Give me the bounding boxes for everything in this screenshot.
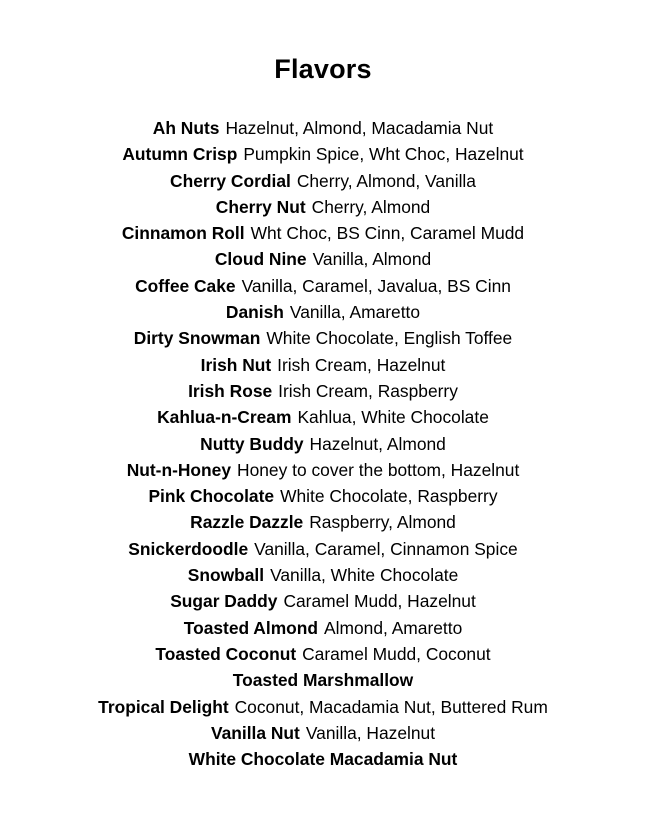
flavor-item <box>0 404 646 430</box>
flavor-ingredients: Irish Cream, Hazelnut <box>277 354 446 375</box>
flavor-name: Irish Nut <box>200 354 272 375</box>
flavor-item <box>0 352 646 378</box>
flavor-item <box>0 168 646 194</box>
flavor-item <box>0 483 646 509</box>
flavor-item <box>0 720 646 746</box>
flavor-name: Autumn Crisp <box>122 144 238 165</box>
flavor-item <box>0 378 646 404</box>
flavor-item <box>0 431 646 457</box>
flavor-ingredients: Pumpkin Spice, Wht Choc, Hazelnut <box>243 144 524 165</box>
flavor-name: White Chocolate Macadamia Nut <box>188 749 458 770</box>
flavor-name: Sugar Daddy <box>170 591 278 612</box>
flavor-ingredients: Vanilla, Caramel, Javalua, BS Cinn <box>241 275 511 296</box>
flavor-item <box>0 641 646 667</box>
flavor-ingredients: Caramel Mudd, Hazelnut <box>283 591 476 612</box>
flavor-name: Cinnamon Roll <box>121 223 245 244</box>
flavor-item <box>0 746 646 772</box>
flavor-name: Toasted Almond <box>183 617 319 638</box>
flavor-name: Snowball <box>187 565 265 586</box>
flavor-ingredients: Raspberry, Almond <box>309 512 456 533</box>
flavor-ingredients: Wht Choc, BS Cinn, Caramel Mudd <box>250 223 525 244</box>
flavor-name: Danish <box>225 302 284 323</box>
flavor-ingredients: Cherry, Almond, Vanilla <box>296 170 476 191</box>
flavor-item <box>0 457 646 483</box>
flavor-name: Cherry Cordial <box>170 170 291 191</box>
flavor-ingredients: Coconut, Macadamia Nut, Buttered Rum <box>234 696 548 717</box>
flavor-ingredients: Kahlua, White Chocolate <box>297 407 489 428</box>
flavor-item <box>0 141 646 167</box>
flavor-ingredients: Caramel Mudd, Coconut <box>302 643 491 664</box>
flavor-name: Cloud Nine <box>214 249 307 270</box>
flavor-item <box>0 509 646 535</box>
flavor-list <box>0 115 646 772</box>
flavor-item <box>0 273 646 299</box>
flavor-item <box>0 325 646 351</box>
flavor-item <box>0 588 646 614</box>
flavor-name: Nut-n-Honey <box>126 459 232 480</box>
flavor-item <box>0 299 646 325</box>
flavor-item <box>0 667 646 693</box>
flavor-ingredients: White Chocolate, Raspberry <box>280 486 498 507</box>
flavor-item <box>0 115 646 141</box>
flavor-name: Coffee Cake <box>135 275 236 296</box>
flavor-ingredients: Irish Cream, Raspberry <box>278 380 458 401</box>
flavor-name: Razzle Dazzle <box>190 512 304 533</box>
flavor-name: Kahlua-n-Cream <box>157 407 292 428</box>
flavor-name: Ah Nuts <box>152 118 220 138</box>
flavor-ingredients: Honey to cover the bottom, Hazelnut <box>237 459 520 480</box>
flavor-ingredients: Almond, Amaretto <box>324 617 463 638</box>
flavor-item <box>0 615 646 641</box>
flavor-name: Pink Chocolate <box>148 486 275 507</box>
flavor-name: Snickerdoodle <box>128 538 249 559</box>
flavor-ingredients: White Chocolate, English Toffee <box>266 328 513 349</box>
flavor-name: Vanilla Nut <box>210 722 300 743</box>
flavor-name: Nutty Buddy <box>200 433 304 454</box>
flavor-ingredients: Hazelnut, Almond, Macadamia Nut <box>225 118 494 138</box>
flavor-name: Toasted Marshmallow <box>232 670 414 691</box>
flavor-name: Cherry Nut <box>215 196 306 217</box>
flavor-ingredients: Vanilla, Caramel, Cinnamon Spice <box>254 538 518 559</box>
flavor-name: Irish Rose <box>188 380 273 401</box>
flavor-item <box>0 220 646 246</box>
flavor-ingredients: Vanilla, Hazelnut <box>305 722 436 743</box>
flavor-ingredients: Cherry, Almond <box>311 196 431 217</box>
flavor-item <box>0 694 646 720</box>
flavor-name: Dirty Snowman <box>133 328 261 349</box>
flavor-ingredients: Vanilla, Almond <box>312 249 432 270</box>
flavor-item <box>0 246 646 272</box>
flavor-item <box>0 562 646 588</box>
flavor-item <box>0 536 646 562</box>
flavor-name: Toasted Coconut <box>155 643 297 664</box>
flavor-item <box>0 194 646 220</box>
flavor-name: Tropical Delight <box>98 696 229 717</box>
flavor-ingredients: Hazelnut, Almond <box>309 433 446 454</box>
flavor-ingredients: Vanilla, White Chocolate <box>270 565 459 586</box>
flavor-ingredients: Vanilla, Amaretto <box>289 302 421 323</box>
page-title: Flavors <box>274 54 372 84</box>
